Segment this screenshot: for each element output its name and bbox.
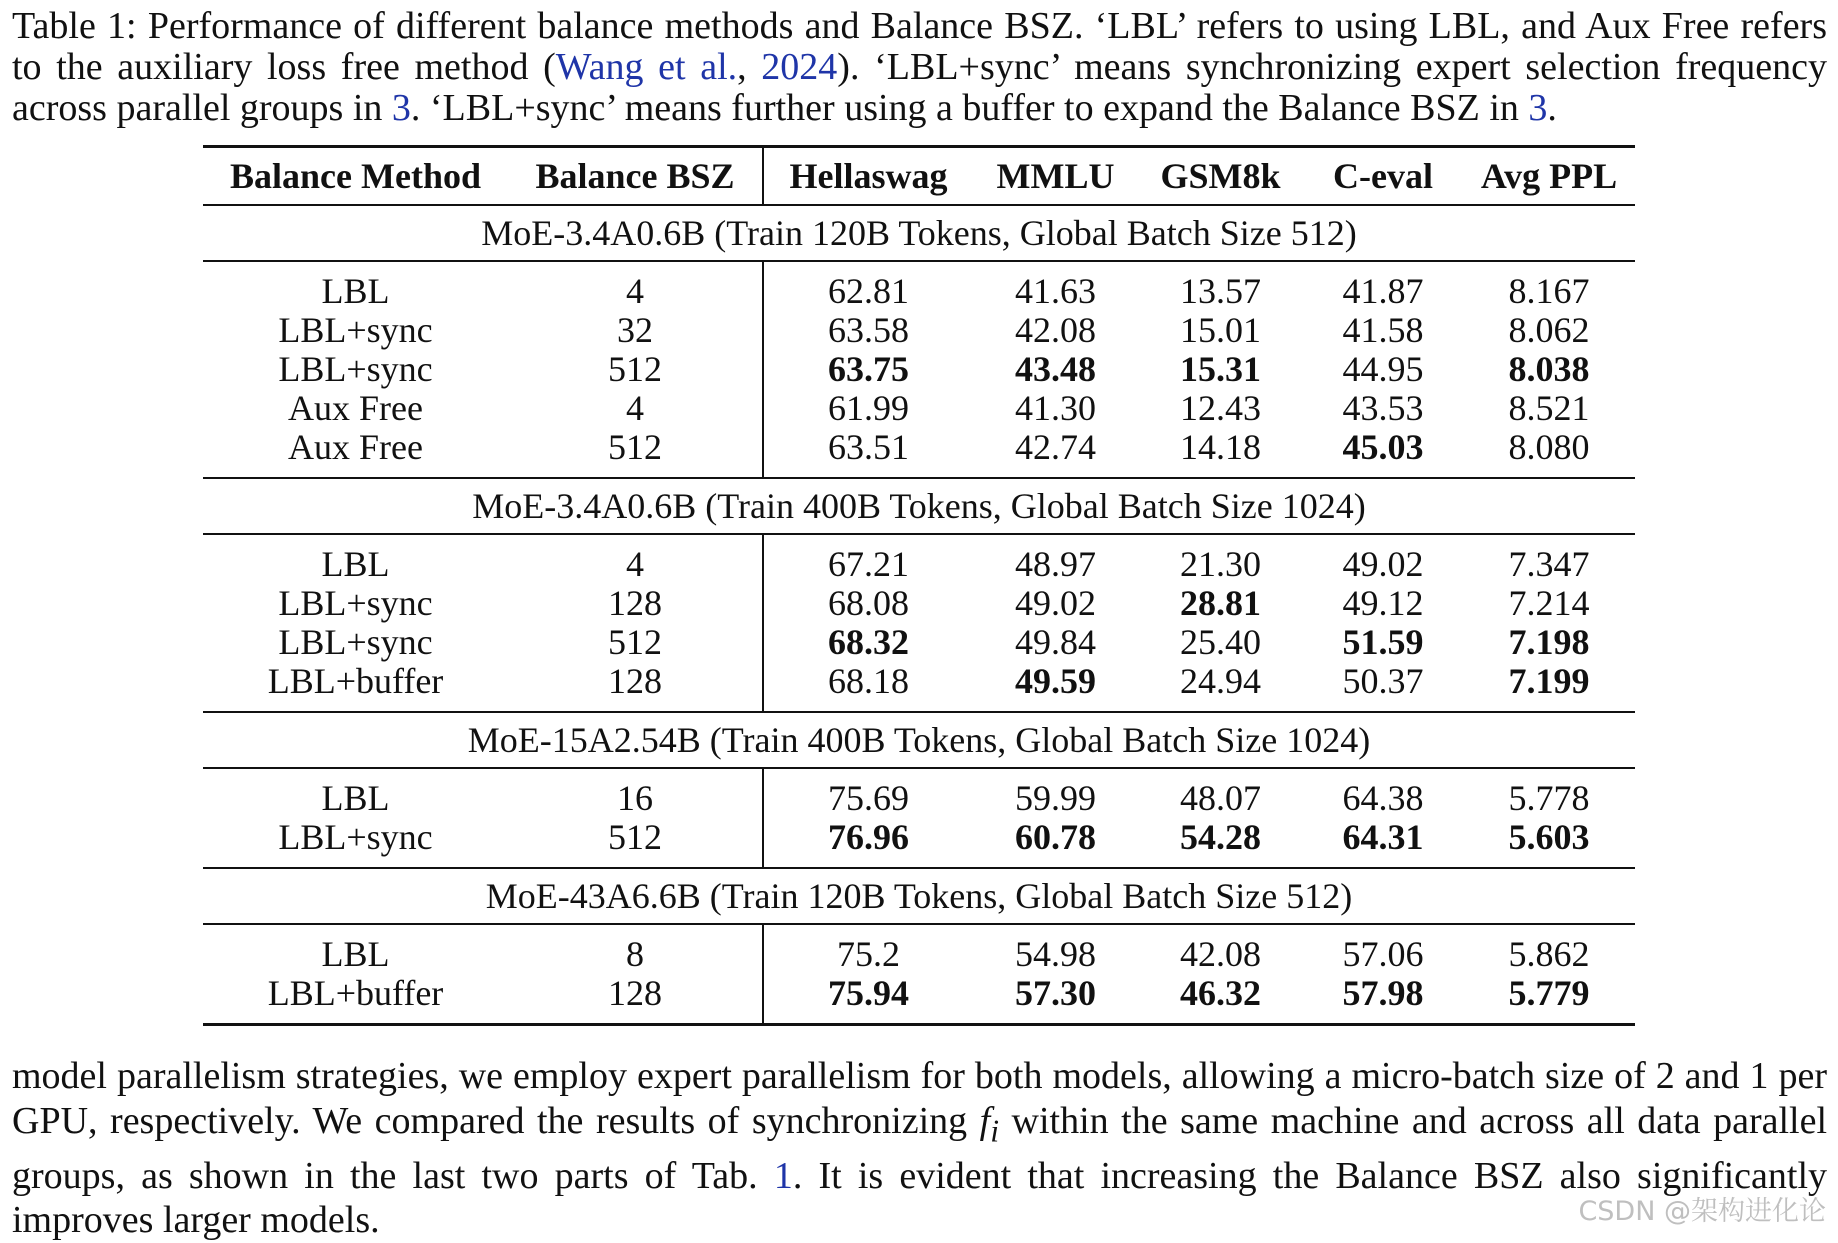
metric-cell: 57.98 — [1303, 974, 1463, 1025]
metric-cell: 41.30 — [1015, 388, 1096, 428]
column-header: Avg PPL — [1463, 147, 1635, 206]
caption-text: ). ‘LBL+sync’ means synchronizing expert selection frequency across parallel groups in — [12, 46, 1827, 129]
metric-cell: 5.603 — [1463, 818, 1635, 868]
citation-separator: , — [737, 46, 762, 88]
table-ref-link[interactable]: 1 — [773, 1154, 793, 1197]
metric-cell: 42.74 — [973, 428, 1138, 478]
metric-cell: 64.31 — [1303, 818, 1463, 868]
results-table-container — [203, 145, 1635, 1026]
metric-cell: 8.038 — [1508, 349, 1590, 389]
metric-cell: 60.78 — [973, 818, 1138, 868]
watermark: CSDN @架构进化论 — [1578, 1196, 1826, 1227]
metric-cell: 24.94 — [1138, 662, 1303, 712]
table-row — [203, 623, 1635, 662]
table-body — [203, 205, 1635, 1025]
section-title: MoE-3.4A0.6B (Train 120B Tokens, Global Batch Size 512) — [203, 205, 1635, 261]
body-paragraph — [12, 1054, 1827, 1243]
metric-cell: 49.84 — [1015, 622, 1096, 662]
metric-cell: 63.75 — [828, 349, 909, 389]
metric-cell: 21.30 — [1180, 544, 1261, 584]
method-cell: LBL — [321, 778, 390, 818]
metric-cell: 48.97 — [1015, 544, 1096, 584]
metric-cell: 49.59 — [973, 662, 1138, 712]
metric-cell: 15.31 — [1180, 349, 1261, 389]
metric-cell: 7.198 — [1508, 622, 1590, 662]
metric-cell: 64.38 — [1342, 778, 1424, 818]
metric-cell: 41.87 — [1342, 271, 1424, 311]
metric-cell: 61.99 — [828, 388, 909, 428]
section-title: MoE-43A6.6B (Train 120B Tokens, Global Batch Size 512) — [203, 868, 1635, 924]
table-row — [203, 311, 1635, 350]
metric-cell: 8.080 — [1463, 428, 1635, 478]
method-cell: Aux Free — [288, 388, 423, 428]
math-subscript: i — [990, 1113, 1000, 1149]
bsz-cell: 512 — [508, 350, 763, 389]
caption-text: . ‘LBL+sync’ means further using a buffer to expand the Balance BSZ in — [410, 87, 1529, 129]
table-row — [203, 662, 1635, 712]
table-row — [203, 924, 1635, 974]
table-row — [203, 261, 1635, 311]
table-row — [203, 350, 1635, 389]
column-header: C-eval — [1303, 147, 1463, 206]
table-row — [203, 534, 1635, 584]
metric-cell: 62.81 — [828, 271, 909, 311]
metric-cell: 8.521 — [1508, 388, 1590, 428]
bsz-cell: 16 — [508, 768, 763, 818]
metric-cell: 7.347 — [1508, 544, 1590, 584]
bsz-cell: 512 — [508, 818, 763, 868]
method-cell: LBL — [321, 934, 390, 974]
column-header: GSM8k — [1138, 147, 1303, 206]
metric-cell: 7.214 — [1508, 583, 1590, 623]
section-title: MoE-15A2.54B (Train 400B Tokens, Global Batch Size 1024) — [203, 712, 1635, 768]
method-cell: LBL+sync — [278, 583, 433, 623]
paragraph-text: . It is evident that increasing the Balance BSZ also significantly improves larger models. — [12, 1154, 1828, 1242]
results-table — [203, 145, 1635, 1026]
table-caption — [12, 6, 1827, 129]
metric-cell: 49.12 — [1342, 583, 1424, 623]
metric-cell: 54.98 — [1015, 934, 1096, 974]
table-row — [203, 389, 1635, 428]
section-title: MoE-3.4A0.6B (Train 400B Tokens, Global Batch Size 1024) — [203, 478, 1635, 534]
method-cell: LBL+sync — [278, 349, 433, 389]
metric-cell: 43.53 — [1342, 388, 1424, 428]
table-row — [203, 974, 1635, 1025]
metric-cell: 28.81 — [1180, 583, 1261, 623]
metric-cell: 41.58 — [1342, 310, 1424, 350]
metric-cell: 49.02 — [1015, 583, 1096, 623]
method-cell: LBL — [321, 271, 390, 311]
metric-cell: 42.08 — [1180, 934, 1261, 974]
metric-cell: 42.08 — [1015, 310, 1096, 350]
paragraph-text: within the same machine and across all data parallel groups, as shown in the last two parts of Tab. — [12, 1099, 1828, 1197]
math-variable — [979, 1099, 1000, 1149]
section-ref-link[interactable]: 3 — [1528, 87, 1548, 129]
bsz-cell: 32 — [508, 311, 763, 350]
table-row — [203, 584, 1635, 623]
metric-cell: 50.37 — [1303, 662, 1463, 712]
bsz-cell: 128 — [508, 974, 763, 1025]
method-cell: LBL+buffer — [203, 662, 508, 712]
method-cell: LBL+sync — [278, 310, 433, 350]
section-header-row — [203, 868, 1635, 924]
column-header: Hellaswag — [763, 147, 973, 206]
metric-cell: 67.21 — [828, 544, 909, 584]
section-header-row — [203, 712, 1635, 768]
metric-cell: 5.779 — [1463, 974, 1635, 1025]
bsz-cell: 512 — [508, 428, 763, 478]
method-cell: Aux Free — [203, 428, 508, 478]
caption-text: Performance of different balance methods and Balance BSZ. ‘LBL’ refers to using LBL, and Aux Free refers to the auxiliary loss free method ( — [12, 5, 1827, 88]
method-cell: LBL+sync — [203, 818, 508, 868]
metric-cell: 25.40 — [1180, 622, 1261, 662]
metric-cell: 68.08 — [828, 583, 909, 623]
bsz-cell: 128 — [508, 662, 763, 712]
bsz-cell: 8 — [508, 924, 763, 974]
metric-cell: 14.18 — [1138, 428, 1303, 478]
section-ref-link[interactable]: 3 — [391, 87, 411, 129]
metric-cell: 63.58 — [828, 310, 909, 350]
method-cell: LBL+sync — [278, 622, 433, 662]
citation-year-link[interactable]: 2024 — [761, 46, 838, 88]
metric-cell: 5.778 — [1508, 778, 1590, 818]
metric-cell: 41.63 — [1015, 271, 1096, 311]
bsz-cell: 512 — [508, 623, 763, 662]
metric-cell: 68.32 — [828, 622, 909, 662]
table-header-row — [203, 147, 1635, 206]
metric-cell: 51.59 — [1342, 622, 1424, 662]
bsz-cell: 4 — [508, 261, 763, 311]
column-header: Balance Method — [203, 147, 508, 206]
metric-cell: 57.30 — [973, 974, 1138, 1025]
metric-cell: 54.28 — [1138, 818, 1303, 868]
metric-cell: 68.18 — [763, 662, 973, 712]
math-symbol: f — [979, 1099, 991, 1142]
column-header: Balance BSZ — [508, 147, 763, 206]
section-header-row — [203, 205, 1635, 261]
bsz-cell: 4 — [508, 534, 763, 584]
metric-cell: 13.57 — [1180, 271, 1261, 311]
table-row — [203, 818, 1635, 868]
table-row — [203, 768, 1635, 818]
metric-cell: 8.167 — [1508, 271, 1590, 311]
metric-cell: 43.48 — [1015, 349, 1096, 389]
method-cell: LBL+buffer — [203, 974, 508, 1025]
metric-cell: 57.06 — [1342, 934, 1424, 974]
metric-cell: 5.862 — [1508, 934, 1590, 974]
metric-cell: 75.69 — [828, 778, 909, 818]
citation-author-link[interactable]: Wang et al. — [555, 46, 738, 88]
method-cell: LBL — [321, 544, 390, 584]
metric-cell: 76.96 — [763, 818, 973, 868]
caption-text: . — [1547, 87, 1557, 129]
metric-cell: 44.95 — [1342, 349, 1424, 389]
bsz-cell: 128 — [508, 584, 763, 623]
metric-cell: 8.062 — [1508, 310, 1590, 350]
metric-cell: 59.99 — [1015, 778, 1096, 818]
metric-cell: 75.94 — [763, 974, 973, 1025]
metric-cell: 46.32 — [1138, 974, 1303, 1025]
metric-cell: 12.43 — [1180, 388, 1261, 428]
bsz-cell: 4 — [508, 389, 763, 428]
table-row — [203, 428, 1635, 478]
paragraph-text: model parallelism strategies, we employ expert parallelism for both models, allowing a micro-batch size of 2 and 1 per GPU, respectively. We compared the results of synchronizing — [12, 1055, 1827, 1142]
section-header-row — [203, 478, 1635, 534]
metric-cell: 45.03 — [1303, 428, 1463, 478]
caption-label: Table 1: — [12, 5, 137, 47]
metric-cell: 48.07 — [1180, 778, 1261, 818]
column-header: MMLU — [973, 147, 1138, 206]
metric-cell: 75.2 — [837, 934, 900, 974]
metric-cell: 15.01 — [1180, 310, 1261, 350]
metric-cell: 63.51 — [763, 428, 973, 478]
metric-cell: 7.199 — [1463, 662, 1635, 712]
metric-cell: 49.02 — [1342, 544, 1424, 584]
